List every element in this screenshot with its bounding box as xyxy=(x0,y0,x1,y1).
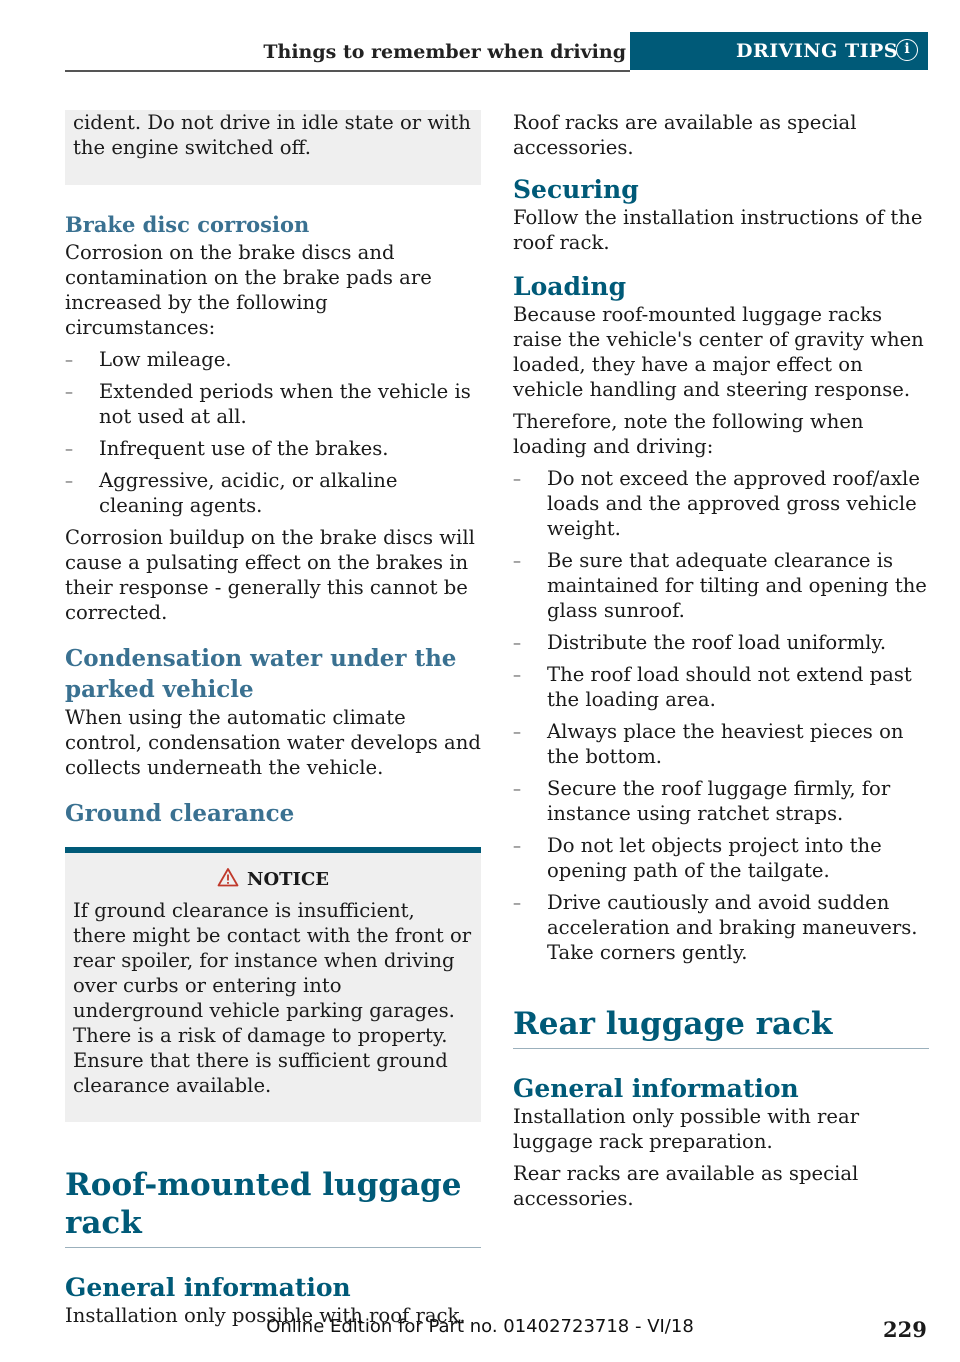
edition-footer: Online Edition for Part no. 01402723718 - VI/18 xyxy=(266,1316,694,1337)
brake-outro: Corrosion buildup on the brake discs will cause a pulsating effect on the brakes in their response - generally this cannot be corrected. xyxy=(65,526,475,624)
list-item: – Distribute the roof load uniformly. xyxy=(513,630,929,655)
info-icon: i xyxy=(896,39,918,61)
chapter-label: DRIVING TIPS xyxy=(736,40,899,62)
list-item: – Infrequent use of the brakes. xyxy=(65,436,481,461)
list-item: – Do not let objects project into the opening path of the tailgate. xyxy=(513,833,929,883)
list-item: – Aggressive, acidic, or alkaline cleaning agents. xyxy=(65,468,481,518)
list-item: – Secure the roof luggage firmly, for instance using ratchet straps. xyxy=(513,776,929,826)
list-item: – Drive cautiously and avoid sudden acceleration and braking maneuvers. Take corners gently. xyxy=(513,890,929,965)
left-column xyxy=(65,110,481,1335)
running-header-title: Things to remember when driving xyxy=(263,41,626,63)
chapter-tab xyxy=(630,32,928,70)
securing-heading: Securing xyxy=(513,175,639,204)
list-item: – Low mileage. xyxy=(65,347,481,372)
availability-text: Roof racks are available as special accessories. xyxy=(513,111,857,159)
brake-intro: Corrosion on the brake discs and contamination on the brake pads are increased by the following circumstances: xyxy=(65,241,432,339)
general-info-text: Installation only possible with roof rack. xyxy=(65,1304,466,1327)
title-rule xyxy=(513,1048,929,1049)
condensation-text: When using the automatic climate control, condensation water develops and collects underneath the vehicle. xyxy=(65,706,481,779)
list-item: – Do not exceed the approved roof/axle loads and the approved gross vehicle weight. xyxy=(513,466,929,541)
roof-rack-title: Roof-mounted luggage rack xyxy=(65,1167,462,1241)
general-info-heading: General information xyxy=(65,1273,351,1302)
right-column xyxy=(513,110,929,1218)
condensation-heading: Condensation water under the parked vehicle xyxy=(65,645,457,703)
notice-box xyxy=(65,853,481,1122)
securing-text: Follow the installation instructions of the roof rack. xyxy=(513,206,923,254)
general-info-text: Installation only possible with rear luggage rack preparation. xyxy=(513,1105,860,1153)
list-item: – The roof load should not extend past the loading area. xyxy=(513,662,929,712)
loading-heading: Loading xyxy=(513,272,627,301)
page-number: 229 xyxy=(883,1317,927,1342)
loading-note: Therefore, note the following when loading and driving: xyxy=(513,410,864,458)
rear-rack-title: Rear luggage rack xyxy=(513,1006,833,1042)
warning-icon xyxy=(217,867,239,887)
ground-clearance-heading: Ground clearance xyxy=(65,800,295,827)
list-item: – Extended periods when the vehicle is not used at all. xyxy=(65,379,481,429)
title-rule xyxy=(65,1247,481,1248)
brake-heading: Brake disc corrosion xyxy=(65,212,310,237)
continued-box xyxy=(65,110,481,185)
list-item: – Always place the heaviest pieces on the bottom. xyxy=(513,719,929,769)
header-rule xyxy=(65,70,630,72)
availability-text: Rear racks are available as special accessories. xyxy=(513,1162,859,1210)
brake-list xyxy=(65,347,481,518)
notice-label: NOTICE xyxy=(247,869,329,890)
general-info-heading: General information xyxy=(513,1074,799,1103)
list-item: – Be sure that adequate clearance is maintained for tilting and opening the glass sunroof. xyxy=(513,548,929,623)
notice-text: If ground clearance is insufficient, there might be contact with the front or rear spoiler, for instance when driving over curbs or entering into underground vehicle parking garages. There is a risk of damage to property. Ensure that there is sufficient ground clearance available. xyxy=(73,899,472,1097)
continued-text: cident. Do not drive in idle state or with the engine switched off. xyxy=(73,111,471,159)
loading-text: Because roof-mounted luggage racks raise the vehicle's center of gravity when loaded, they have a major effect on vehicle handling and steering response. xyxy=(513,303,924,401)
notice-header xyxy=(73,867,473,892)
loading-list xyxy=(513,466,929,965)
